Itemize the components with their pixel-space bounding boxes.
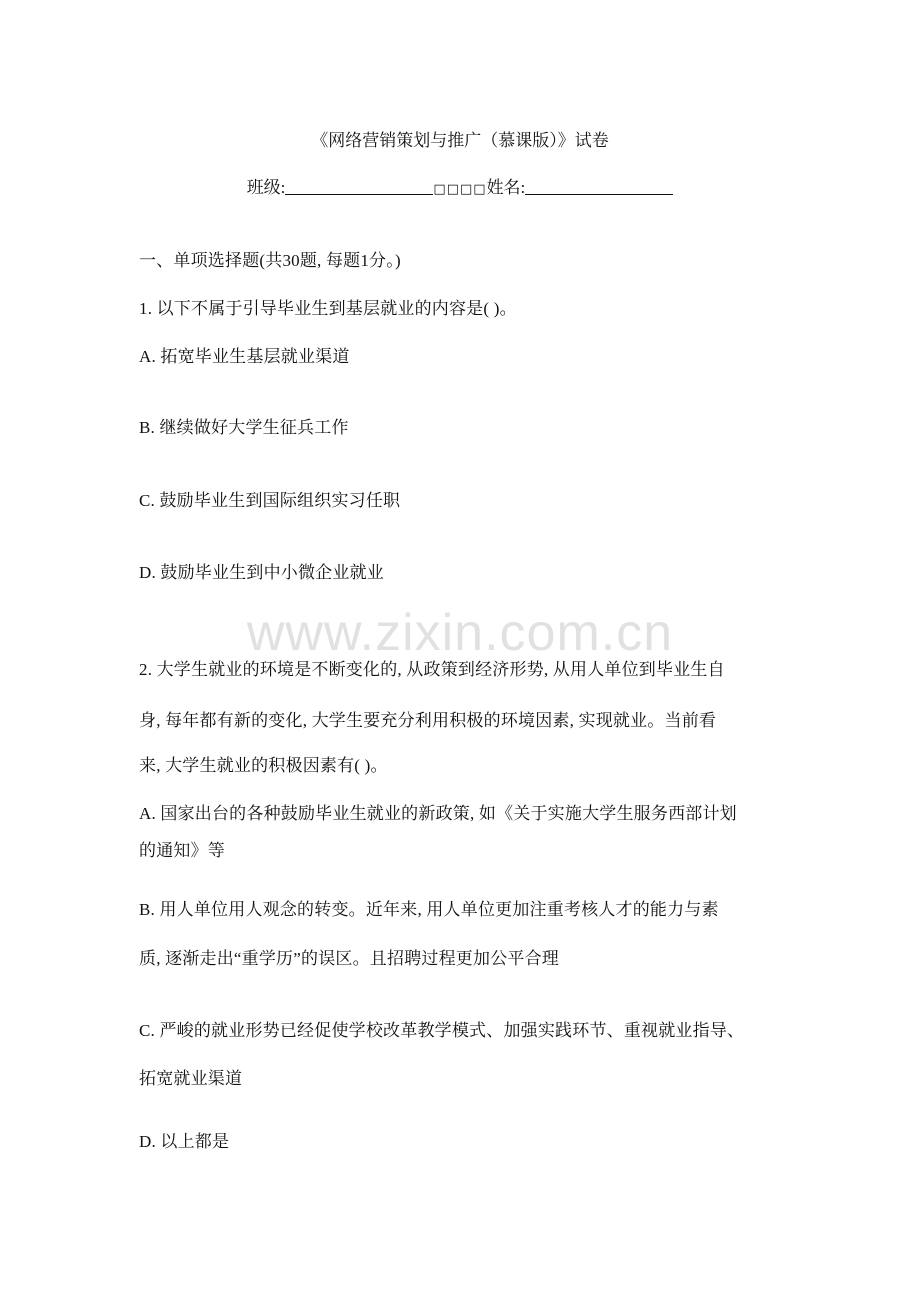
q2-option-a-line-1: A. 国家出台的各种鼓励毕业生就业的新政策, 如《关于实施大学生服务西部计划 [139,804,737,823]
q2-option-b-line-1: B. 用人单位用人观念的转变。近年来, 用人单位更加注重考核人才的能力与素 [139,900,719,919]
q2-stem-line-3: 来, 大学生就业的积极因素有( )。 [139,756,388,775]
q1-option-a: A. 拓宽毕业生基层就业渠道 [139,347,350,366]
section-heading: 一、单项选择题(共30题, 每题1分。) [139,251,401,270]
q2-option-c-line-1: C. 严峻的就业形势已经促使学校改革教学模式、加强实践环节、重视就业指导、 [139,1021,745,1040]
student-info-row [0,173,920,198]
exam-title: 《网络营销策划与推广（慕课版）》试卷 [311,131,609,150]
q1-option-b: B. 继续做好大学生征兵工作 [139,418,349,437]
q2-option-b-line-2: 质, 逐渐走出“重学历”的误区。且招聘过程更加公平合理 [139,949,559,968]
q2-stem-line-2: 身, 每年都有新的变化, 大学生要充分利用积极的环境因素, 实现就业。当前看 [139,711,717,730]
q2-option-a-line-2: 的通知》等 [139,841,225,860]
q2-option-d: D. 以上都是 [139,1132,230,1151]
name-label: 姓名: [486,178,526,197]
q1-option-c: C. 鼓励毕业生到国际组织实习任职 [139,491,401,510]
placeholder-boxes: □□□□ [433,182,487,197]
q2-stem-line-1: 2. 大学生就业的环境是不断变化的, 从政策到经济形势, 从用人单位到毕业生自 [139,660,725,679]
q1-option-d: D. 鼓励毕业生到中小微企业就业 [139,563,384,582]
q1-stem: 1. 以下不属于引导毕业生到基层就业的内容是( )。 [139,299,517,318]
name-blank [525,178,673,195]
q2-option-c-line-2: 拓宽就业渠道 [139,1069,243,1088]
class-blank [285,178,433,195]
class-label: 班级: [246,178,286,197]
watermark: www.zixin.com.cn [246,604,674,662]
